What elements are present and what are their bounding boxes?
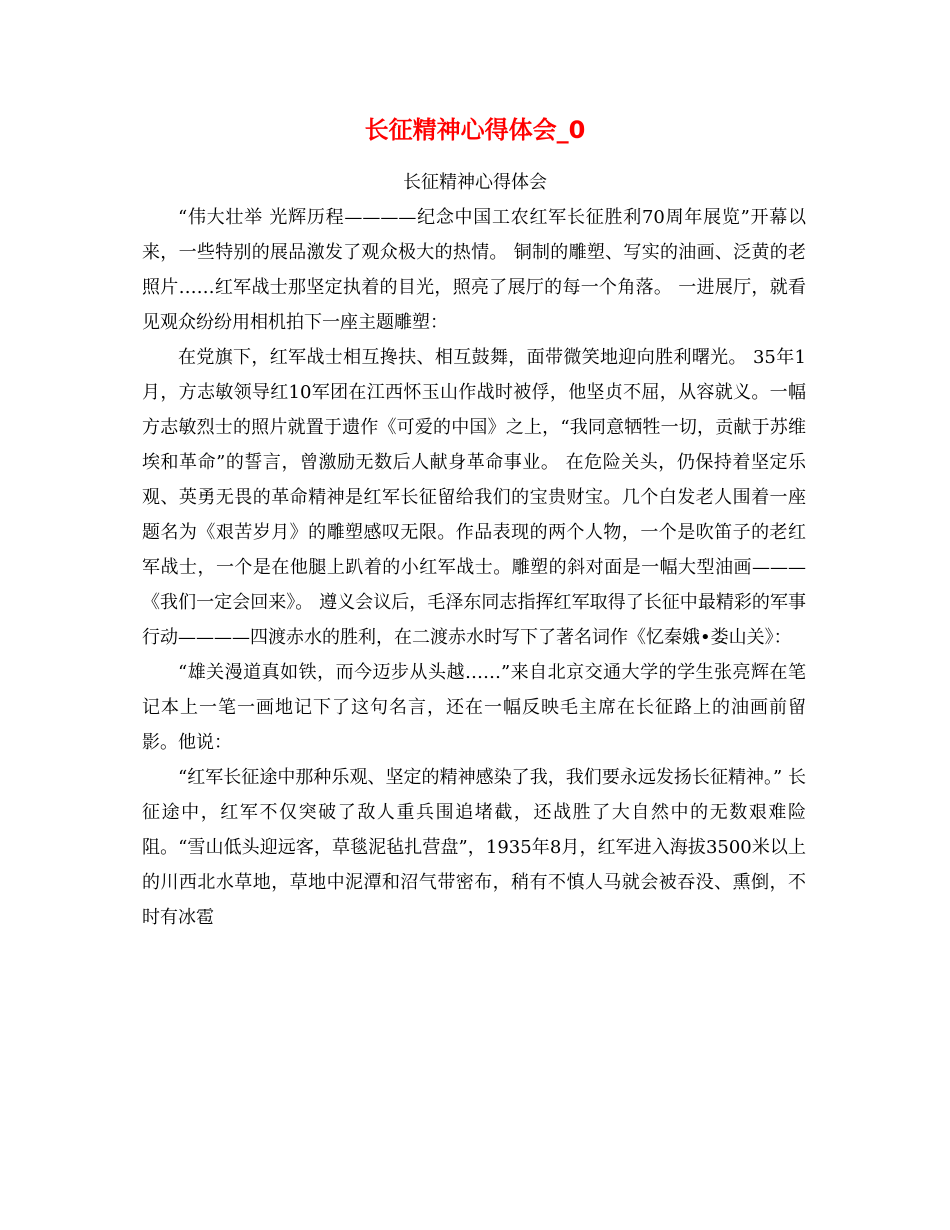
document-title: 长征精神心得体会_0 [364, 116, 586, 144]
paragraph: “雄关漫道真如铁，而今迈步从头越……”来自北京交通大学的学生张亮辉在笔记本上一笔一画地记下了这句名言，还在一幅反映毛主席在长征路上的油画前留影。他说： [142, 662, 806, 753]
paragraph: 在党旗下，红军战士相互搀扶、相互鼓舞，面带微笑地迎向胜利曙光。 35年1月，方志敏领导红10军团在江西怀玉山作战时被俘，他坚贞不屈，从容就义。一幅方志敏烈士的照片就置于遗作《可爱的中国》之上，“我同意牺牲一切，贡献于苏维埃和革命”的誓言，曾激励无数后人献身革命事业。 在危险关头，仍保持着坚定乐观、英勇无畏的革命精神是红军长征留给我们的宝贵财宝。几个白发老人围着一座题名为《艰苦岁月》的雕塑感叹无限。作品表现的两个人物，一个是吹笛子的老红军战士，一个是在他腿上趴着的小红军战士。雕塑的斜对面是一幅大型油画———《我们一定会回来》。 遵义会议后，毛泽东同志指挥红军取得了长征中最精彩的军事行动————四渡赤水的胜利，在二渡赤水时写下了著名词作《忆秦娥•娄山关》： [142, 347, 806, 648]
document-body [142, 200, 806, 935]
paragraph: “红军长征途中那种乐观、坚定的精神感染了我，我们要永远发扬长征精神。” 长征途中，红军不仅突破了敌人重兵围追堵截，还战胜了大自然中的无数艰难险阻。“雪山低头迎远客，草毯泥毡扎营盘”，1935年8月，红军进入海拔3500米以上的川西北水草地，草地中泥潭和沼气带密布，稍有不慎人马就会被吞没、熏倒，不时有冰雹 [142, 767, 806, 928]
paragraph: “伟大壮举 光辉历程————纪念中国工农红军长征胜利70周年展览”开幕以来，一些特别的展品激发了观众极大的热情。 铜制的雕塑、写实的油画、泛黄的老照片……红军战士那坚定执着的目光，照亮了展厅的每一个角落。 一进展厅，就看见观众纷纷用相机拍下一座主题雕塑： [142, 207, 806, 333]
document-subtitle: 长征精神心得体会 [403, 172, 547, 193]
